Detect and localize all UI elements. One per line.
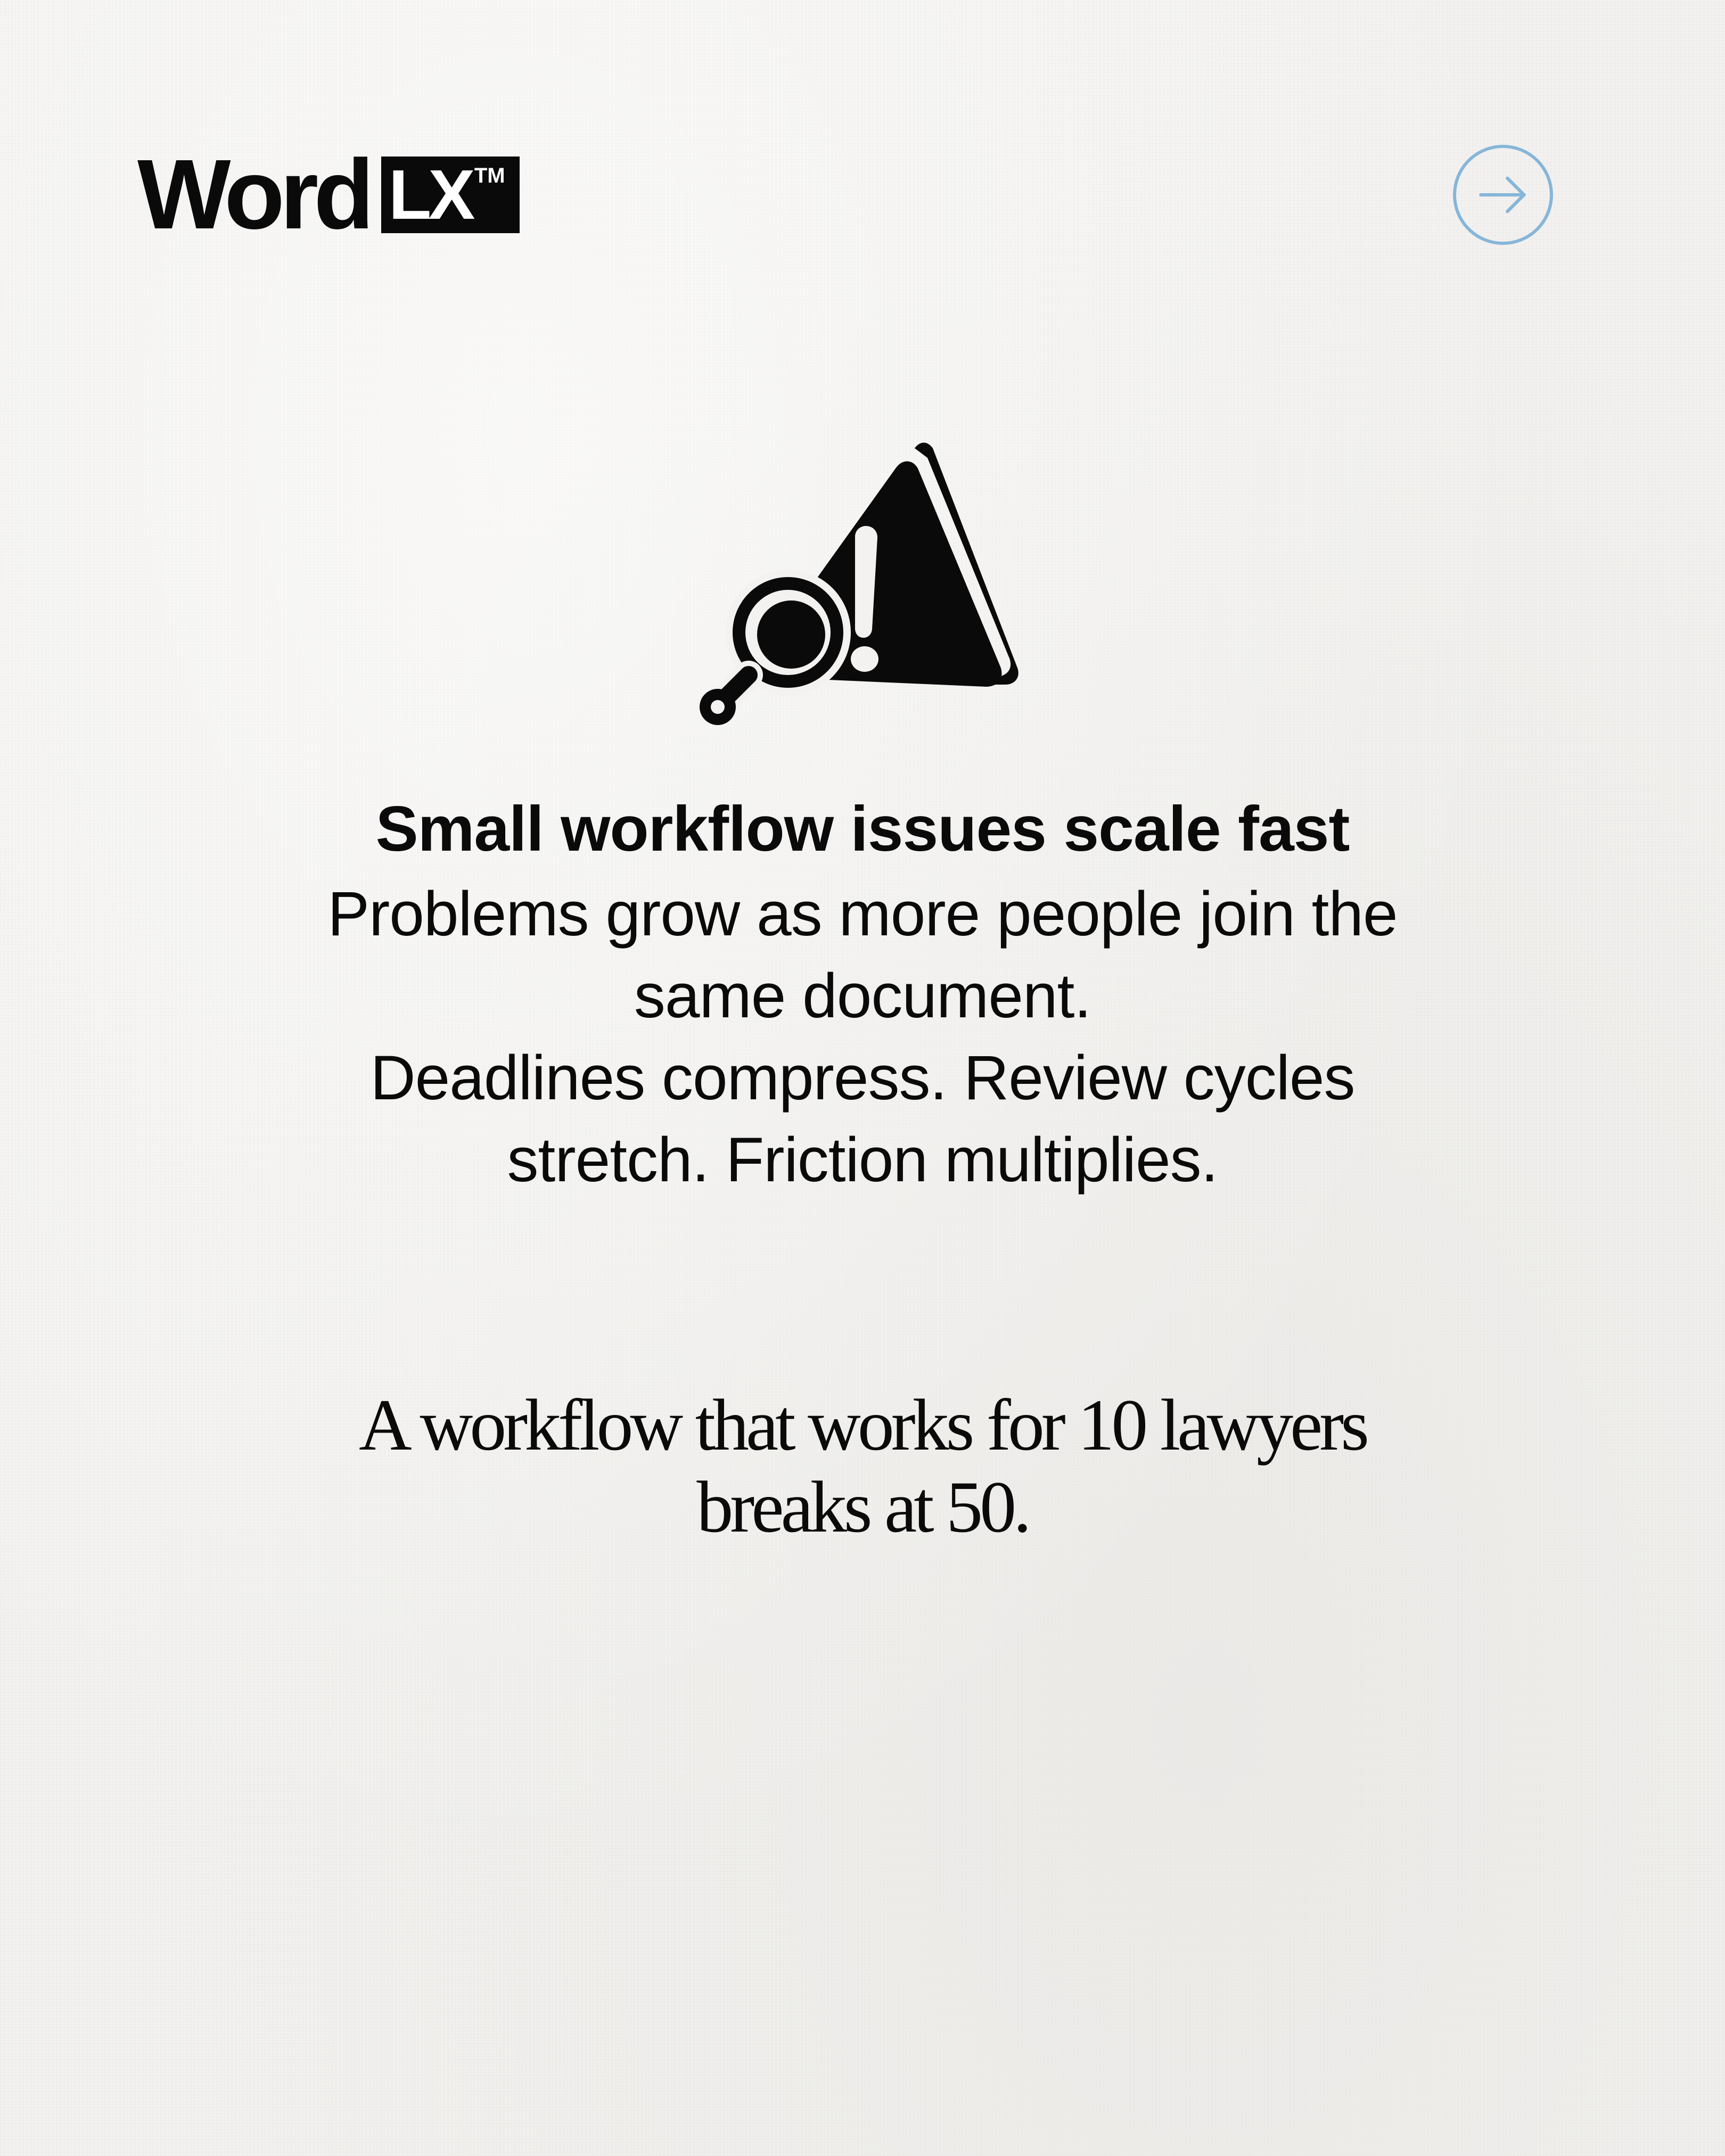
logo-wordmark: Word [137,139,369,250]
body-line: Deadlines compress. Review cycles [370,1043,1355,1113]
next-button[interactable] [1453,145,1553,245]
warning-triangle-with-magnifier-icon [697,437,1028,740]
headline: Small workflow issues scale fast [375,793,1350,865]
body-line: Problems grow as more people join the [327,879,1398,949]
quote-line: A workflow that works for 10 lawyers [359,1384,1366,1466]
logo-trademark: TM [474,164,505,187]
quote-text [0,1384,1725,1548]
logo-lx-box [381,157,520,233]
body-line: stretch. Friction multiplies. [507,1125,1218,1195]
quote-line: breaks at 50. [696,1466,1029,1548]
arrow-right-icon [1475,167,1531,223]
logo-lx-text: LX [388,155,472,234]
body-line: same document. [634,961,1091,1031]
brand-logo [137,139,520,250]
body-text [0,873,1725,1201]
